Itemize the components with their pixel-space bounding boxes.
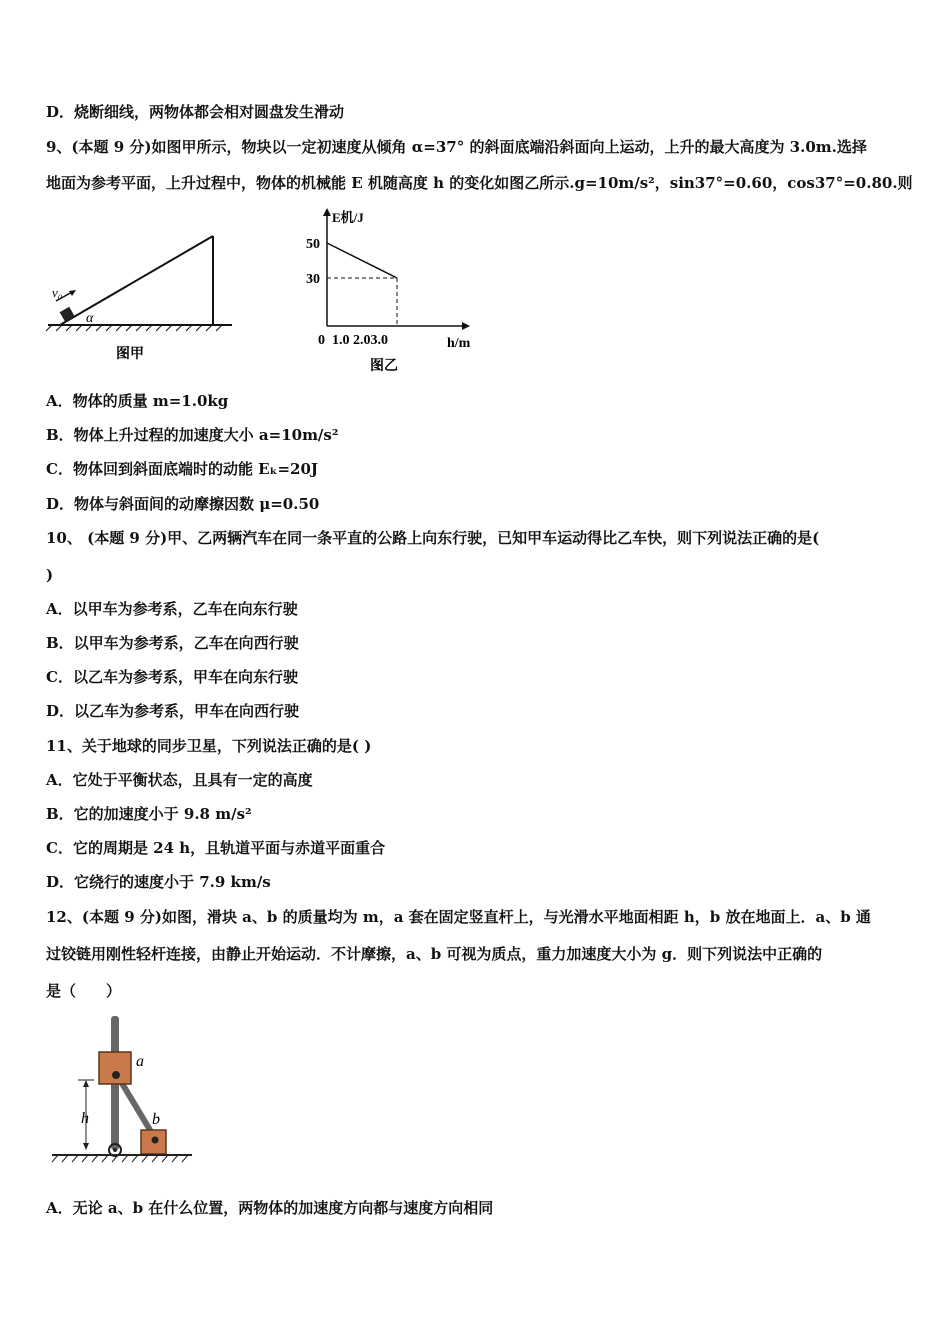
alpha-label: α [86,311,94,326]
q9-option-b: B．物体上升过程的加速度大小 a=10m/s² [46,426,339,444]
q12-stem-line2: 过铰链用刚性轻杆连接，由静止开始运动．不计摩擦，a、b 可视为质点，重力加速度大小为 g．则下列说法中正确的 [46,945,823,963]
x-axis-arrow-icon [462,322,470,330]
q10-stem-line2: ) [46,566,54,584]
q10-stem-line1: 10、 (本题 9 分)甲、乙两辆汽车在同一条平直的公路上向东行驶，已知甲车运动得比乙车快，则下列说法正确的是( [46,529,820,547]
q12-option-a: A．无论 a、b 在什么位置，两物体的加速度方向都与速度方向相同 [46,1199,494,1217]
y-axis-label: E机/J [332,210,364,225]
energy-line [327,243,397,278]
q9-option-d: D．物体与斜面间的动摩擦因数 μ=0.50 [46,495,320,513]
h-arrow-down-icon [83,1143,89,1150]
q9-stem-line1: 9、(本题 9 分)如图甲所示，物块以一定初速度从倾角 α=37° 的斜面底端沿斜面向上运动，上升的最大高度为 3.0m.选择 [46,138,867,156]
y-tick-50: 50 [306,237,320,252]
label-b: b [152,1111,160,1128]
hinge-b-icon [152,1137,159,1144]
wheel-hub-icon [113,1148,117,1152]
x-axis-label: h/m [447,336,471,351]
q10-option-c: C．以乙车为参考系，甲车在向东行驶 [46,668,298,686]
q11-option-a: A．它处于平衡状态，且具有一定的高度 [46,771,313,789]
v0-label: v₀ [52,285,63,300]
q9-stem-line2: 地面为参考平面，上升过程中，物体的机械能 E 机随高度 h 的变化如图乙所示.g=10m/s²，sin37°=0.60，cos37°=0.80.则 [46,174,913,192]
q8-option-d: D．烧断细线，两物体都会相对圆盘发生滑动 [46,103,345,121]
fig-a-caption: 图甲 [116,347,144,362]
fig-b-caption: 图乙 [370,359,398,374]
q10-option-a: A．以甲车为参考系，乙车在向东行驶 [46,600,298,618]
slider-a [99,1052,131,1084]
q11-option-b: B．它的加速度小于 9.8 m/s² [46,805,252,823]
x-ticks: 0 1.0 2.03.0 [318,333,388,348]
y-axis-arrow-icon [323,208,331,216]
q10-option-b: B．以甲车为参考系，乙车在向西行驶 [46,634,299,652]
q9-figure-incline [40,225,240,370]
q9-option-c: C．物体回到斜面底端时的动能 Eₖ=20J [46,460,318,478]
q11-option-c: C．它的周期是 24 h，且轨道平面与赤道平面重合 [46,839,386,857]
h-arrow-up-icon [83,1080,89,1087]
q12-stem-line3: 是（ ） [46,982,122,1000]
q12-figure-rod-sliders [48,1012,198,1167]
block-icon [60,307,75,322]
q11-stem: 11、关于地球的同步卫星，下列说法正确的是( ) [46,737,372,755]
incline-slope [60,236,213,325]
q10-option-d: D．以乙车为参考系，甲车在向西行驶 [46,702,300,720]
q12-stem-line1: 12、(本题 9 分)如图，滑块 a、b 的质量均为 m，a 套在固定竖直杆上，与光滑水平地面相距 h，b 放在地面上．a、b 通 [46,908,871,926]
y-tick-30: 30 [306,272,320,287]
label-a: a [136,1053,144,1070]
label-h: h [81,1110,89,1127]
q9-figure-energy-graph [296,200,486,378]
hinge-a-icon [112,1071,120,1079]
q11-option-d: D．它绕行的速度小于 7.9 km/s [46,873,271,891]
q9-option-a: A．物体的质量 m=1.0kg [46,392,229,410]
